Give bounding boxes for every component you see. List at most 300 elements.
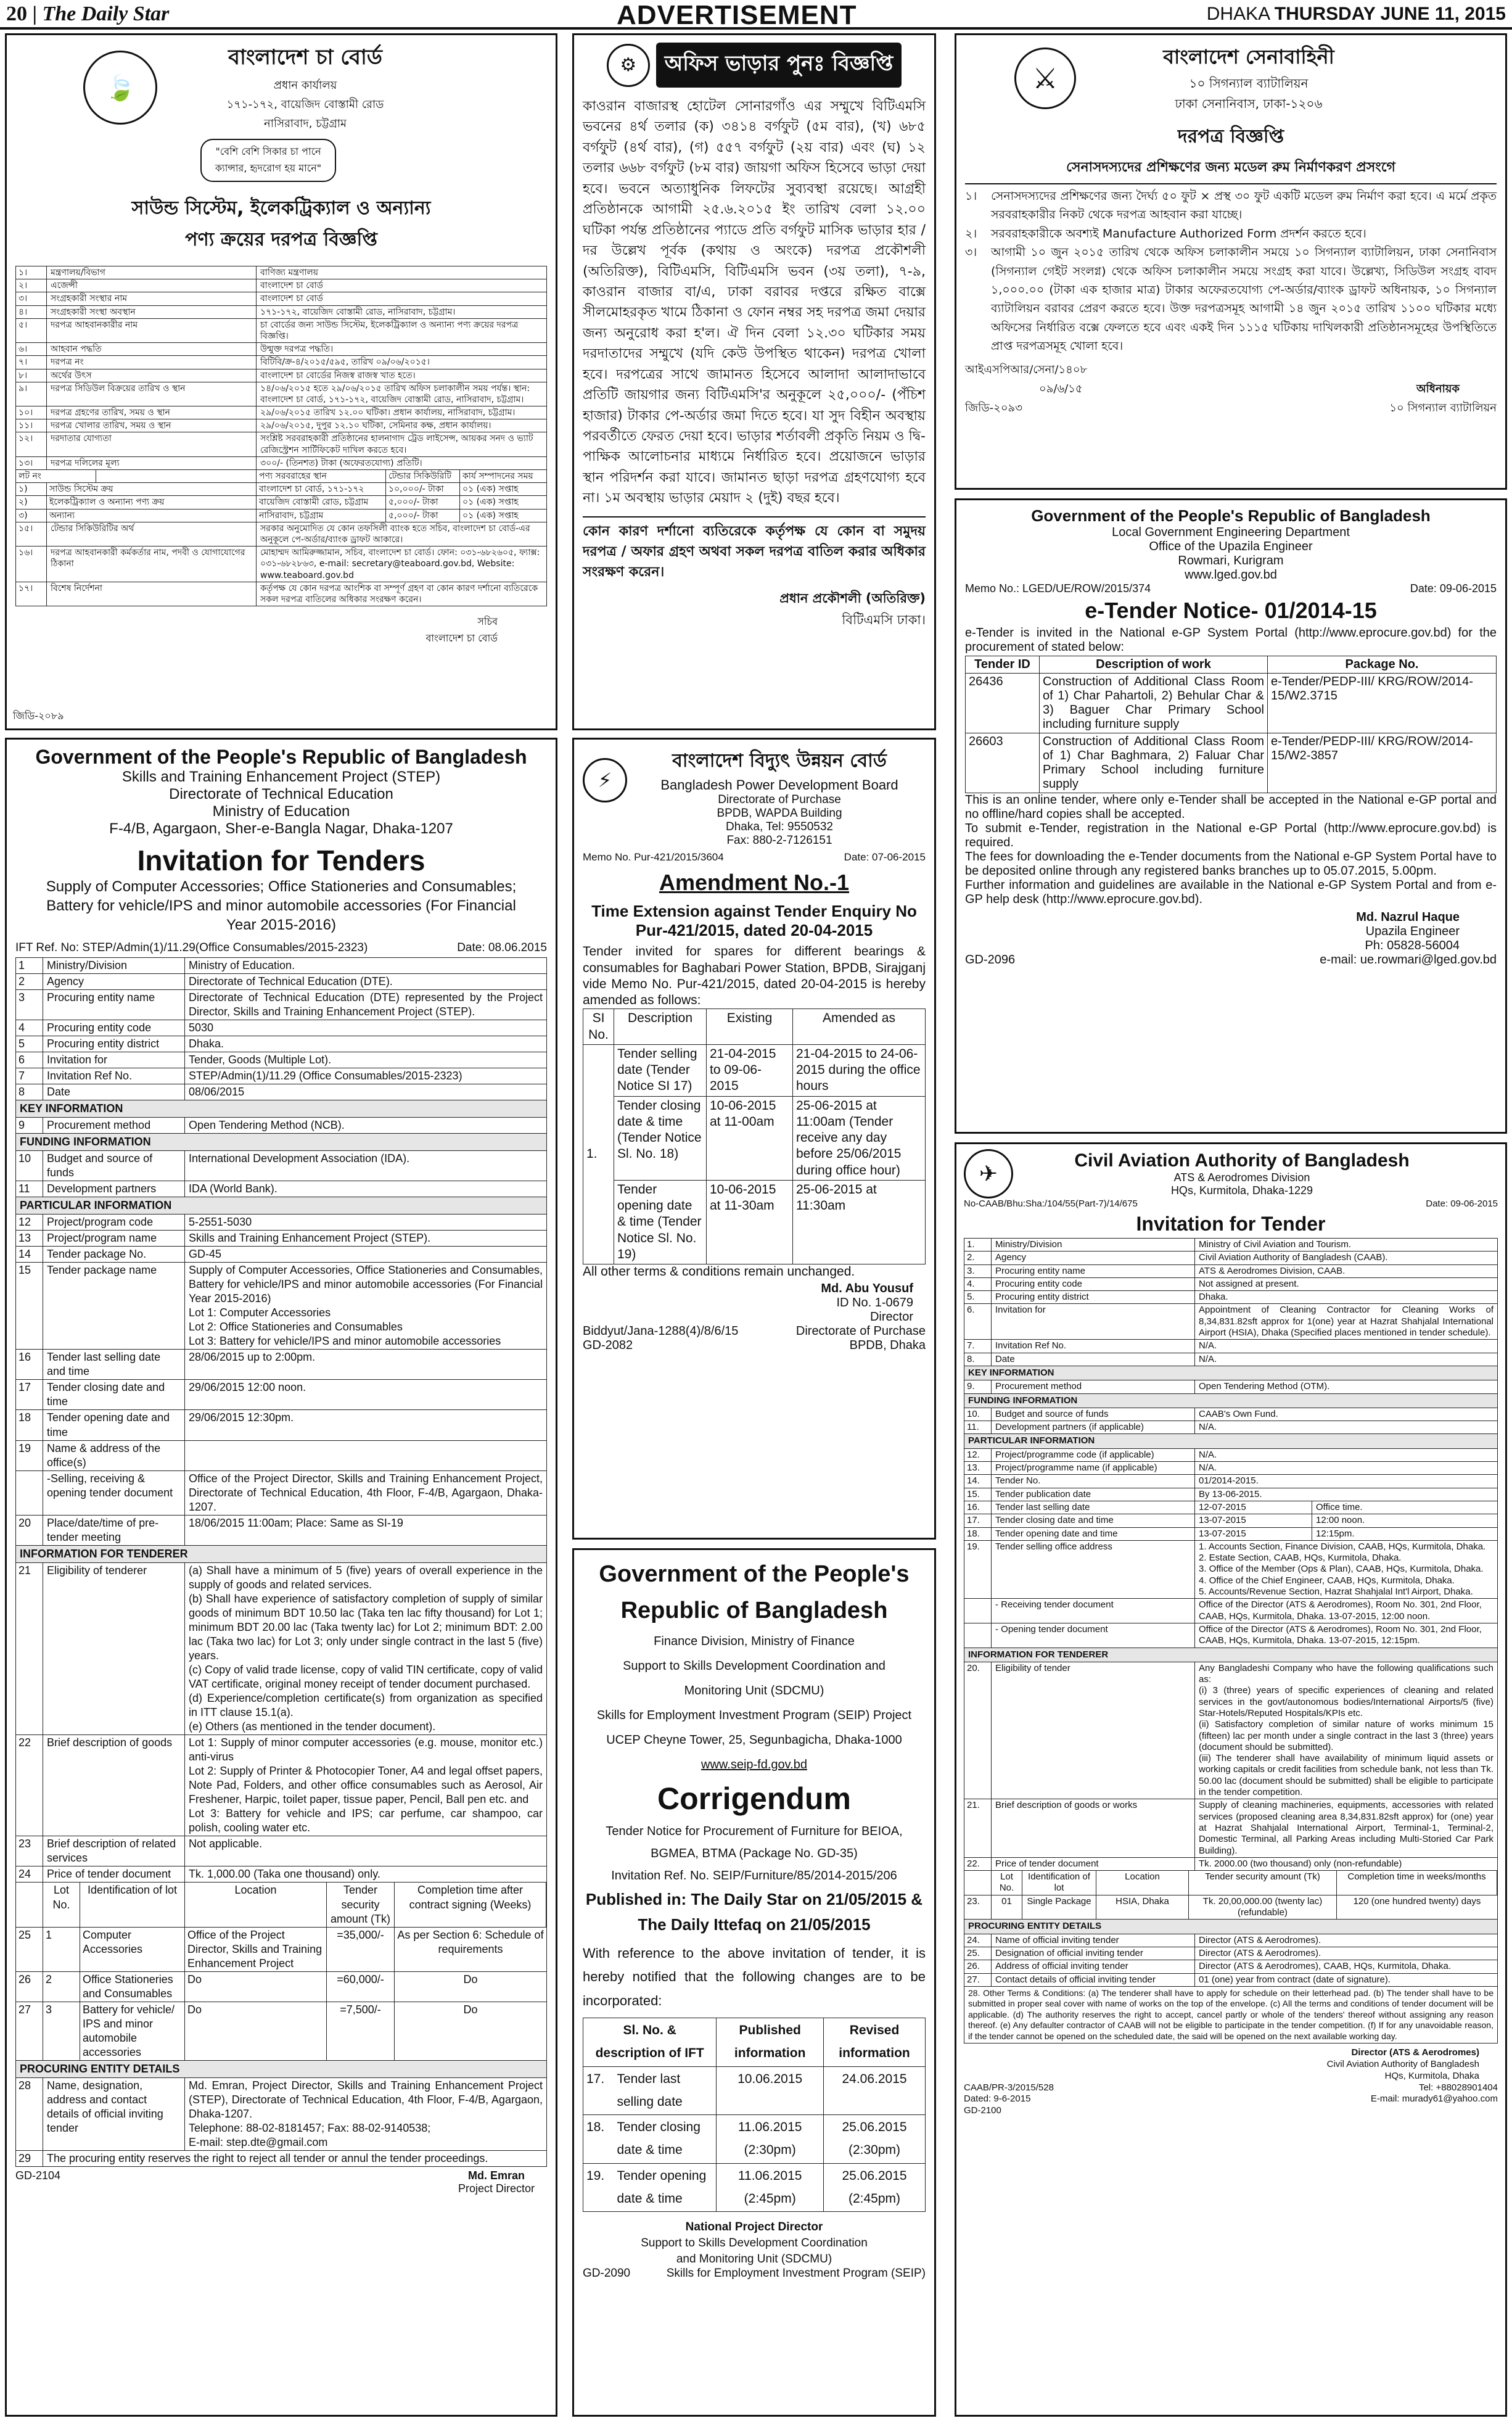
office-rent-sign: প্রধান প্রকৌশলী (অতিরিক্ত) — [779, 590, 926, 606]
row-value: Not assigned at present. — [1199, 1278, 1299, 1289]
table-row — [15, 1231, 547, 1247]
seip-cell: 10.06.2015 — [717, 2066, 824, 2115]
seip-table — [583, 2018, 926, 2212]
dateline: DHAKA THURSDAY JUNE 11, 2015 — [1206, 4, 1506, 24]
army-isp: আইএসপিআর/সেনা/১৪০৮ — [965, 363, 1088, 376]
table-row — [583, 2066, 926, 2115]
tea-cell-value: ২৯/০৬/২০১৫ তারিখ ১২.০০ ঘটিকা। প্রধান কার্যালয়, নাসিরাবাদ, চট্টগ্রাম। — [260, 408, 516, 418]
bpdb-col: Amended as — [793, 1009, 926, 1045]
bpdb-sign: BPDB, Dhaka — [849, 1338, 926, 1353]
row-label: Eligibility of tender — [992, 1662, 1195, 1799]
army-line: ১০ সিগন্যাল ব্যাটালিয়ন — [1189, 76, 1309, 91]
ad-step — [5, 738, 557, 2417]
bpdb-cell: Tender selling date (Tender Notice SI 17) — [614, 1044, 707, 1096]
lged-email: e-mail: ue.rowmari@lged.gov.bd — [1320, 953, 1497, 967]
section-title: ADVERTISEMENT — [617, 0, 857, 30]
seip-line: Finance Division, Ministry of Finance — [654, 1634, 855, 1648]
bpdb-cell: 25-06-2015 at 11:00am (Tender receive any day before 25/06/2015 during office hour) — [793, 1096, 926, 1180]
table-row — [15, 1866, 547, 1883]
lot-cell: Single Package — [1022, 1895, 1096, 1920]
table-row — [964, 1895, 1498, 1920]
lged-col: Tender ID — [966, 656, 1040, 674]
table-row — [15, 2002, 547, 2061]
row-label: Procuring entity code — [992, 1278, 1195, 1290]
tea-cell-num: ১০। — [16, 406, 47, 419]
row-label: Tender package No. — [43, 1247, 185, 1262]
tea-cell-value: সরকার অনুমোদিত যে কোন তফসিলী ব্যাংক হতে সচিব, বাংলাদেশ চা বোর্ড-এর অনুকূলে পে-অর্ডার/ব্যাংক ড্রাফট আকারে। — [260, 523, 530, 545]
list-item — [965, 225, 1497, 243]
lged-date: Date: 09-06-2015 — [1410, 582, 1497, 595]
step-date: Date: 08.06.2015 — [457, 941, 547, 954]
tea-board-line: নাসিরাবাদ, চট্টগ্রাম — [263, 117, 347, 130]
row-label: - Opening tender document — [992, 1623, 1195, 1648]
army-item-text: সরবরাহকারীকে অবশ্যই Manufacture Authorized Form প্রদর্শন করতে হবে। — [991, 226, 1366, 241]
row-label: Price of tender document — [43, 1866, 185, 1882]
table-row — [15, 1516, 547, 1546]
bpdb-title: বাংলাদেশ বিদ্যুৎ উন্নয়ন বোর্ড — [672, 750, 887, 772]
row-value: Tender, Goods (Multiple Lot). — [189, 1053, 332, 1066]
row-num: 28 — [16, 2078, 43, 2150]
table-row — [15, 1735, 547, 1836]
seip-cell: 11.06.2015 (2:45pm) — [717, 2163, 824, 2212]
ad-bpdb — [572, 738, 936, 1540]
tea-lot-head: টেন্ডার সিকিউরিটি — [386, 470, 460, 482]
tea-lot-head: লট নং — [16, 470, 96, 482]
lot-head: Identification of lot — [1022, 1871, 1096, 1895]
row-value: By 13-06-2015. — [1199, 1488, 1262, 1499]
row-label: Tender opening date and time — [43, 1410, 185, 1440]
row-label: Invitation Ref No. — [992, 1340, 1195, 1352]
tea-cell-label: দরপত্র দলিলের মূল্য — [47, 457, 257, 469]
row-value: Open Tendering Method (NCB). — [189, 1118, 345, 1131]
lged-sign: Upazila Engineer — [1365, 925, 1460, 938]
tea-cell-num: ১৭। — [16, 582, 47, 606]
row-label: Budget and source of funds — [992, 1408, 1195, 1421]
bpdb-cell: 10-06-2015 at 11-00am — [707, 1096, 793, 1180]
tea-lot-cell: বাংলাদেশ চা বোর্ড, ১৭১-১৭২ — [257, 483, 386, 495]
seip-para: Tender Notice for Procurement of Furniture for BEIOA, BGMEA, BTMA (Package No. GD-35) — [606, 1824, 903, 1860]
table-row — [15, 1350, 547, 1380]
row-value: N/A. — [1199, 1422, 1217, 1433]
row-value: 01 (one) year from contract (date of signature). — [1199, 1974, 1391, 1985]
table-row — [15, 509, 547, 522]
row-label: Procuring entity code — [43, 1020, 185, 1036]
row-value: Ministry of Education. — [189, 959, 295, 971]
seip-intro: With reference to the above invitation of tender, it is hereby notified that the following changes are to be incorporated: — [583, 1945, 926, 2008]
lot-cell: Tk. 20,00,000.00 (twenty lac) (refundable) — [1189, 1895, 1337, 1920]
list-item: 2. Estate Section, CAAB, HQs, Kurmitola, Dhaka. — [1199, 1553, 1402, 1564]
table-row — [15, 266, 547, 279]
lot-cell: Do — [185, 1972, 327, 2002]
row-num: 3. — [964, 1265, 992, 1277]
seip-cell: 18. — [583, 2115, 614, 2164]
row-value: International Development Association (IDA). — [189, 1152, 410, 1165]
tea-board-line: প্রধান কার্যালয় — [273, 79, 337, 92]
tea-cell-value: সংশ্লিষ্ট সরবরাহকারী প্রতিষ্ঠানের হালনাগাদ ট্রেড লাইসেন্স, আয়কর সনদ ও ভ্যাট রেজিস্ট্রেশন সার্টিফিকেট দাখিল করতে হবে। — [260, 434, 533, 455]
row-value: N/A. — [1199, 1353, 1217, 1364]
table-row — [15, 974, 547, 990]
row-value: N/A. — [1199, 1449, 1217, 1460]
row-label: Project/program name — [43, 1231, 185, 1246]
tea-cell-value: ১৪/০৬/২০১৫ হতে ২৯/০৬/২০১৫ তারিখ অফিস চলাকালীন সময় পর্যন্ত। স্থান: বাংলাদেশ চা বোর্ড, ১৭১-১৭২, বায়েজিদ বোস্তামী রোড, নাসিরাবাদ, চট্টগ্রাম। — [260, 383, 530, 405]
table-row — [15, 990, 547, 1020]
row-value: Any Bangladeshi Company who have the following qualifications such as: (i) 3 (three) years of specific experiences of cleaning and related services in the govt/autonomous bodies/International Airports/5 (five) Star-Hotels/Reputed Hospitals/KPIs etc. (ii) Satisfactory completion of similar nature of works minimum 15 (fifteen) lac per month under a single contract in the last 3 (three) years (document should be submitted). (iii) The tenderer shall have availability of minimum liquid assets or working capitals or credit facilities from schedule bank, not less than Tk. 50.00 lac (document should be submitted) shall be eligible to participate in the tender competition. — [1199, 1662, 1494, 1798]
row-num: 2 — [16, 974, 43, 989]
row-value: Tk. 1,000.00 (Taka one thousand) only. — [189, 1868, 380, 1881]
ad-tea-board — [5, 33, 557, 730]
caab-table — [964, 1238, 1498, 1987]
table-row — [15, 1471, 547, 1516]
seip-cell: Tender closing date & time — [614, 2115, 717, 2164]
row-value: 08/06/2015 — [189, 1085, 245, 1098]
bpdb-note: All other terms & conditions remain unchanged. — [583, 1264, 855, 1279]
bpdb-col: SI No. — [583, 1009, 614, 1045]
table-row — [964, 1265, 1498, 1278]
row-num — [964, 1599, 992, 1623]
lot-head: Identification of lot — [80, 1883, 185, 1926]
tea-cell-value: বাংলাদেশ চা বোর্ড — [260, 294, 323, 304]
row-value: 5030 — [189, 1021, 214, 1034]
caab-logo: ✈ — [964, 1149, 1013, 1198]
army-logo: ⚔ — [1014, 47, 1076, 109]
army-title: বাংলাদেশ সেনাবাহিনী — [1163, 45, 1334, 68]
row-label: Procurement method — [992, 1380, 1195, 1393]
row-value: Office of the Director (ATS & Aerodromes), Room No. 301, 2nd Floor, CAAB, HQs, Kurmitola, Dhaka. 13-07-2015, 12:15pm. — [1199, 1623, 1482, 1646]
army-heading: দরপত্র বিজ্ঞপ্তি — [1177, 126, 1284, 147]
tea-cell-label: দরপত্র আহবানকারীর নাম — [47, 319, 257, 342]
lot-head: Completion time after contract signing (Weeks) — [395, 1883, 546, 1926]
row-num: 12. — [964, 1449, 992, 1461]
step-line: Skills and Training Enhancement Project (STEP) — [121, 769, 441, 785]
tea-lot-head: কার্য সম্পাদনের সময় — [462, 471, 533, 481]
table-row — [15, 1441, 547, 1471]
table-row — [964, 1501, 1498, 1514]
tea-lot-cell: ১) — [16, 483, 47, 495]
lot-head — [964, 1871, 992, 1895]
bpdb-sign: Directorate of Purchase — [795, 1324, 926, 1338]
seip-col: Revised information — [824, 2018, 926, 2067]
table-row — [15, 419, 547, 432]
row-value: Tk. 2000.00 (two thousand) only (non-refundable) — [1199, 1858, 1402, 1869]
section-heading: FUNDING INFORMATION — [964, 1394, 1498, 1408]
row-value: Dhaka. — [189, 1037, 224, 1050]
bpdb-ref: Biddyut/Jana-1288(4)/8/6/15 — [583, 1324, 739, 1338]
tea-lot-cell: ২) — [16, 496, 47, 508]
table-row — [15, 2078, 547, 2151]
lged-cell: Construction of Additional Class Room of 1) Char Baghmara, 2) Faluar Char Primary School including furniture supply — [1040, 733, 1268, 793]
tea-cell-num: ১১। — [16, 419, 47, 432]
table-row — [964, 1475, 1498, 1488]
seip-pub: Published in: The Daily Star on 21/05/2015 & The Daily Ittefaq on 21/05/2015 — [585, 1889, 923, 1934]
table-row — [15, 306, 547, 319]
tea-cell-value: কর্তৃপক্ষ যে কোন দরপত্র আংশিক বা সম্পূর্ণ গ্রহণ বা কোন কারণ দর্শানো ব্যতিরেকে সকল দরপত্র বাতিলের অধিকার সংরক্ষণ করেন। — [260, 583, 538, 604]
army-item-text: আগামী ১০ জুন ২০১৫ তারিখ থেকে অফিস চলাকালীন সময়ে ১০ সিগন্যাল ব্যাটালিয়ন, ঢাকা সেনানিবাস (সিগন্যাল গেইট সংলগ্ন) থেকে অফিস চলাকালীন সময়ে সংগ্রহ করা যাবে। উল্লেখ্য, সিডিউল সংগ্রহ বাবদ ১,০০০.০০ (টাকা এক হাজার মাত্র) টাকার অফেরতযোগ্য পে-অর্ডার/ব্যাংক ড্রাফট অধিনায়ক, ১০ সিগন্যাল ব্যাটালিয়ন বরাবর প্রেরণ করতে হবে। উক্ত দরপত্রসমূহ আগামী ১৪ জুন ২০১৫ তারিখ ১১০০ ঘটিকার মধ্যে অফিসের নির্ধারিত বক্সে ফেলতে হবে এবং একই দিন ১১১৫ ঘটিকায় দাখিলকারী প্রতিষ্ঠানসমূহের উপস্থিতিতে প্রাপ্ত দরপত্রসমূহ খোলা হবে। — [991, 245, 1497, 353]
row-value: Director (ATS & Aerodromes). — [1199, 1934, 1321, 1945]
section-heading: PROCURING ENTITY DETAILS — [964, 1920, 1498, 1934]
table-row — [15, 1836, 547, 1866]
tea-cell-label: দরপত্র আহবানকারী কর্মকর্তার নাম, পদবী ও যোগাযোগের ঠিকানা — [47, 546, 257, 582]
tea-board-motto: "বেশি বেশি সিকার চা পানে ক্যান্সার, হৃদরোগ হয় মানে" — [200, 139, 336, 182]
row-label: Address of official inviting tender — [992, 1960, 1195, 1973]
bpdb-col: Description — [614, 1009, 707, 1045]
gd-number: GD-2104 — [15, 2169, 61, 2182]
row-num: 16 — [16, 1350, 43, 1379]
tea-cell-label: বিশেষ নির্দেশনা — [47, 582, 257, 606]
caab-pr: CAAB/PR-3/2015/528 — [964, 2082, 1054, 2093]
tea-lot-cell: বায়েজিদ বোস্তামী রোড, চট্টগ্রাম — [257, 496, 386, 508]
tea-cell-value: মোহাম্মদ আমিরুজ্জামান, সচিব, বাংলাদেশ চা বোর্ড। ফোন: ০৩১-৬৮২৬০৫, ফ্যাক্স: ০৩১-৬৮২৮৬৩, e-mail: secretary@teaboard.gov.bd, Website: www.teaboard.gov.bd — [260, 548, 540, 580]
lged-gov: Government of the People's Republic of Bangladesh — [1031, 506, 1431, 525]
table-row — [15, 1068, 547, 1084]
seip-cell: 11.06.2015 (2:30pm) — [717, 2115, 824, 2164]
seip-line: Support to Skills Development Coordination and — [623, 1659, 885, 1673]
row-num: 17. — [964, 1514, 992, 1527]
caab-sign: Director (ATS & Aerodromes) — [1351, 2047, 1479, 2058]
row-num: 16. — [964, 1501, 992, 1514]
lged-cell: Construction of Additional Class Room of 1) Char Pahartoli, 2) Behular Char & 3) Baguer Char Primary School including furniture supply — [1040, 674, 1268, 733]
table-row — [15, 470, 547, 483]
step-table — [15, 957, 547, 2167]
table-row — [15, 1928, 547, 1972]
row-value: ATS & Aerodromes Division, CAAB. — [1199, 1265, 1346, 1276]
table-row — [15, 292, 547, 305]
row-num: 14. — [964, 1475, 992, 1487]
table-row — [15, 1084, 547, 1100]
step-sign: Md. Emran — [467, 2169, 525, 2182]
lot-cell: 27 — [16, 2002, 43, 2060]
row-value: 01/2014-2015. — [1199, 1475, 1259, 1487]
ad-army — [955, 33, 1507, 490]
row-label: Brief description of related services — [43, 1836, 185, 1866]
gd-number: GD-2090 — [583, 2267, 631, 2280]
row-value: Skills and Training Enhancement Project (STEP). — [189, 1232, 431, 1245]
row-value: 28/06/2015 up to 2:00pm. — [189, 1351, 316, 1364]
bpdb-line: BPDB, WAPDA Building — [717, 807, 842, 820]
tea-cell-num: ২। — [16, 279, 47, 292]
row-label: Name & address of the office(s) — [43, 1441, 185, 1470]
table-row — [964, 1871, 1498, 1895]
table-row — [15, 382, 547, 406]
lot-head: Location — [185, 1883, 327, 1926]
tea-cell-label: দরপত্র সিডিউল বিক্রয়ের তারিখ ও স্থান — [47, 382, 257, 406]
lged-col: Description of work — [1040, 656, 1268, 674]
row-num: 2. — [964, 1252, 992, 1264]
tea-cell-label: এজেন্সী — [47, 279, 257, 292]
table-row — [964, 1488, 1498, 1501]
lged-para: Further information and guidelines are available in the National e-GP System Portal and from e-GP help desk (http://www.eprocure.gov.bd). — [965, 878, 1497, 906]
row-num: 10. — [964, 1408, 992, 1421]
lged-sign: Md. Nazrul Haque — [1356, 910, 1460, 924]
lot-cell: Do — [463, 2003, 478, 2016]
tea-cell-label: দরদাতার যোগ্যতা — [47, 432, 257, 456]
row-num: 7 — [16, 1068, 43, 1084]
table-row — [15, 1563, 547, 1735]
table-row — [964, 1960, 1498, 1973]
tea-cell-value: চা বোর্ডের জন্য সাউন্ড সিস্টেম, ইলেকট্রিক্যাল ও অন্যান্য পণ্য ক্রয়ের দরপত্র বিজ্ঞপ্তি। — [260, 320, 519, 341]
table-row — [964, 1662, 1498, 1800]
row-label: Agency — [43, 974, 185, 989]
table-row — [964, 1340, 1498, 1353]
table-row — [964, 1541, 1498, 1599]
lot-cell: 1 — [43, 1928, 80, 1971]
tea-cell-label: দরপত্র খোলার তারিখ, সময় ও স্থান — [47, 419, 257, 432]
lged-line: Rowmari, Kurigram — [1178, 554, 1284, 567]
table-row — [966, 733, 1497, 793]
seip-cell: 19. — [583, 2163, 614, 2212]
army-item-num: ২। — [965, 226, 977, 241]
seip-cell: Tender opening date & time — [614, 2163, 717, 2212]
lged-sign: Ph: 05828-56004 — [1365, 939, 1460, 952]
row-value: GD-45 — [189, 1248, 222, 1261]
masthead — [0, 0, 1512, 30]
row-num: 22. — [964, 1858, 992, 1870]
seip-cell: Tender last selling date — [614, 2066, 717, 2115]
tea-cell-num: ১২। — [16, 432, 47, 456]
row-label: Invitation Ref No. — [43, 1068, 185, 1084]
row-label: Ministry/Division — [992, 1239, 1195, 1251]
lged-line: Office of the Upazila Engineer — [1149, 540, 1313, 553]
row-num: 9 — [16, 1118, 43, 1133]
row-value: 13-07-2015 — [1195, 1528, 1312, 1540]
seip-col: Sl. No. & description of IFT — [583, 2018, 717, 2067]
tea-board-heading: পণ্য ক্রয়ের দরপত্র বিজ্ঞপ্তি — [185, 229, 377, 250]
table-row — [15, 522, 547, 546]
army-item-text: সেনাসদস্যদের প্রশিক্ষণের জন্য দৈর্ঘ্য ৫০ ফুট × প্রস্থ ৩০ ফুট একটি মডেল রুম নির্মাণ করা হবে। এ মর্মে প্রকৃত সরবরাহকারীর নিকট থেকে দরপত্র আহবান করা যাচ্ছে। — [991, 189, 1497, 222]
tea-cell-label: সংগ্রহকারী সংস্থা অবস্থান — [47, 306, 257, 318]
seip-line: Skills for Employment Investment Program (SEIP) Project — [596, 1708, 912, 1722]
row-value: 18/06/2015 11:00am; Place: Same as SI-19 — [189, 1516, 403, 1529]
row-num: 15 — [16, 1263, 43, 1349]
row-num: 21. — [964, 1799, 992, 1857]
tea-board-logo: 🍃 — [83, 51, 157, 125]
row-value: Director (ATS & Aerodromes), CAAB, HQs, Kurmitola, Dhaka. — [1199, 1961, 1452, 1972]
row-label: Tender selling office address — [992, 1541, 1195, 1598]
tea-lot-cell: ০১ (এক) সপ্তাহ — [462, 484, 519, 495]
tea-cell-value: বাণিজ্য মন্ত্রণালয় — [260, 268, 319, 278]
row-num: 15. — [964, 1488, 992, 1501]
bpdb-col: Existing — [707, 1009, 793, 1045]
step-ift: IFT Ref. No: STEP/Admin(1)/11.29(Office Consumables/2015-2323) — [15, 941, 368, 954]
ad-seip — [572, 1548, 936, 2417]
row-value: (a) Shall have a minimum of 5 (five) years of overall experience in the supply of goods and related services. (b) Shall have experience of satisfactory completion of supply of similar goods of minimum BDT 10.50 lac (Taka ten lac fifty thousand) for Lot 1; minimum BDT 20.00 lac (Taka twenty lac) for Lot 2; minimum BDT: 2.00 lac (Taka two lac) for Lot 3; only under single contract in the last 5 (five) years. (c) Copy of valid trade license, copy of valid TIN certificate, copy of valid VAT certificate, original money receipt of tender document purchased. (d) Experience/completion certificate(s) from organization as specified in ITT clause 15.1(a). (e) Others (as mentioned in the tender document). — [189, 1564, 543, 1733]
row-value: Ministry of Civil Aviation and Tourism. — [1199, 1239, 1352, 1250]
table-row — [15, 1883, 547, 1927]
table-row — [964, 1380, 1498, 1393]
tea-cell-label: মন্ত্রণালয়/বিভাগ — [47, 266, 257, 279]
seip-title: Corrigendum — [657, 1781, 851, 1816]
row-num: 9. — [964, 1380, 992, 1393]
table-row — [15, 432, 547, 456]
row-value — [185, 1441, 546, 1470]
lged-col: Package No. — [1268, 656, 1497, 674]
table-row — [15, 1052, 547, 1068]
seip-cell: 24.06.2015 — [824, 2066, 926, 2115]
row-num: 17 — [16, 1380, 43, 1409]
lot-cell: Do — [185, 2002, 327, 2060]
row-value: Office of the Project Director, Skills and Training Enhancement Project, Directorate of Technical Education, 4th Floor, F-4/B, Agargaon, Dhaka-1207. — [189, 1472, 543, 1513]
lot-cell: 23. — [964, 1895, 992, 1920]
lged-intro: e-Tender is invited in the National e-GP System Portal (http://www.eprocure.gov.bd) for the procurement of stated below: — [965, 626, 1497, 654]
bpdb-sign: Md. Abu Yousuf — [821, 1282, 913, 1296]
table-row — [15, 457, 547, 470]
row-value: N/A. — [1199, 1340, 1217, 1351]
row-num: 29 — [16, 2151, 43, 2166]
row-label: Ministry/Division — [43, 958, 185, 973]
ad-office-rent — [572, 33, 936, 730]
table-row — [15, 546, 547, 582]
row-label: Invitation for — [43, 1052, 185, 1068]
bpdb-cell: 25-06-2015 at 11:30am — [793, 1180, 926, 1264]
lot-head: Tender security amount (Tk) — [327, 1883, 395, 1926]
tea-lot-head — [96, 470, 257, 482]
table-row — [964, 1947, 1498, 1960]
row-label: Eligibility of tenderer — [43, 1563, 185, 1734]
army-items — [965, 183, 1497, 356]
row-value: 29/06/2015 12:00 noon. — [189, 1381, 306, 1394]
row-num — [964, 1623, 992, 1648]
table-row — [15, 2151, 547, 2167]
step-sub: Supply of Computer Accessories; Office Stationeries and Consumables; Battery for vehicle/IPS and minor automobile accessories (For Financial Year 2015-2016) — [46, 878, 517, 934]
office-rent-body2: কোন কারণ দর্শানো ব্যতিরেকে কর্তৃপক্ষ যে কোন বা সমুদয় দরপত্র / অফার গ্রহণ অথবা সকল দরপত্র বাতিল করার অধিকার সংরক্ষণ করেন। — [583, 516, 926, 582]
army-item-num: ১। — [965, 189, 977, 203]
seip-sign: and Monitoring Unit (SDCMU) — [676, 2252, 832, 2266]
bpdb-cell: 10-06-2015 at 11-30am — [707, 1180, 793, 1264]
btmc-logo: ⚙ — [607, 44, 650, 87]
table-row — [964, 1799, 1498, 1857]
masthead-left: 20 | The Daily Star — [6, 2, 170, 25]
row-label: Project/programme name (if applicable) — [992, 1462, 1195, 1474]
row-num: 18. — [964, 1528, 992, 1540]
table-row — [964, 1449, 1498, 1462]
lot-head: Lot No. — [43, 1883, 80, 1926]
row-num: 12 — [16, 1215, 43, 1230]
row-num: 24. — [964, 1934, 992, 1947]
tea-cell-num: ৫। — [16, 319, 47, 342]
caab-email: E-mail: murady61@yahoo.com — [1370, 2093, 1498, 2105]
row-num: 1. — [964, 1239, 992, 1251]
bpdb-table — [583, 1008, 926, 1264]
seip-line: Monitoring Unit (SDCMU) — [684, 1683, 824, 1697]
row-num: 10 — [16, 1151, 43, 1181]
seip-cell: 25.06.2015 (2:45pm) — [824, 2163, 926, 2212]
row-label: Brief description of goods — [43, 1735, 185, 1836]
tea-cell-value: উন্মুক্ত দরপত্র পদ্ধতি। — [260, 344, 334, 355]
row-num: 19. — [964, 1541, 992, 1598]
row-value: Md. Emran, Project Director, Skills and Training Enhancement Project (STEP), Directorate of Technical Education, 4th Floor, F-4/B, Agargaon, Dhaka-1207. Telephone: 88-02-8181457; Fax: 88-02-9140538; E-mail: step.dte@gmail.com — [189, 2079, 543, 2148]
lot-cell: 3 — [43, 2002, 80, 2060]
tea-board-title: বাংলাদেশ চা বোর্ড — [228, 45, 382, 70]
row-value: IDA (World Bank). — [189, 1182, 277, 1195]
table-row — [15, 1410, 547, 1440]
tea-lot-cell: সাউন্ড সিস্টেম ক্রয় — [47, 483, 257, 495]
table-row — [964, 1528, 1498, 1541]
lged-cell: 26436 — [966, 674, 1040, 733]
lot-head: Completion time in weeks/months — [1337, 1871, 1497, 1895]
lot-cell: Battery for vehicle/ IPS and minor automobile accessories — [80, 2002, 185, 2060]
bpdb-line: Fax: 880-2-7126151 — [726, 834, 832, 847]
row-value: Directorate of Technical Education (DTE) represented by the Project Director, Skills and Training Enhancement Project (STEP). — [189, 991, 543, 1018]
army-sub: সেনাসদস্যদের প্রশিক্ষণের জন্য মডেল রুম নির্মাণকরণ প্রসংগে — [1066, 160, 1395, 175]
tea-cell-num: ১৫। — [16, 522, 47, 546]
lot-cell: =60,000/- — [327, 1972, 395, 2002]
row-label: Procuring entity name — [43, 990, 185, 1020]
bpdb-logo: ⚡ — [583, 758, 627, 802]
bpdb-cell: Tender closing date & time (Tender Notice Sl. No. 18) — [614, 1096, 707, 1180]
tea-lot-cell: ১০,০০০/- টাকা — [386, 483, 460, 495]
table-row — [15, 1972, 547, 2002]
ad-caab — [955, 1142, 1507, 2417]
section-heading: PARTICULAR INFORMATION — [15, 1197, 547, 1215]
